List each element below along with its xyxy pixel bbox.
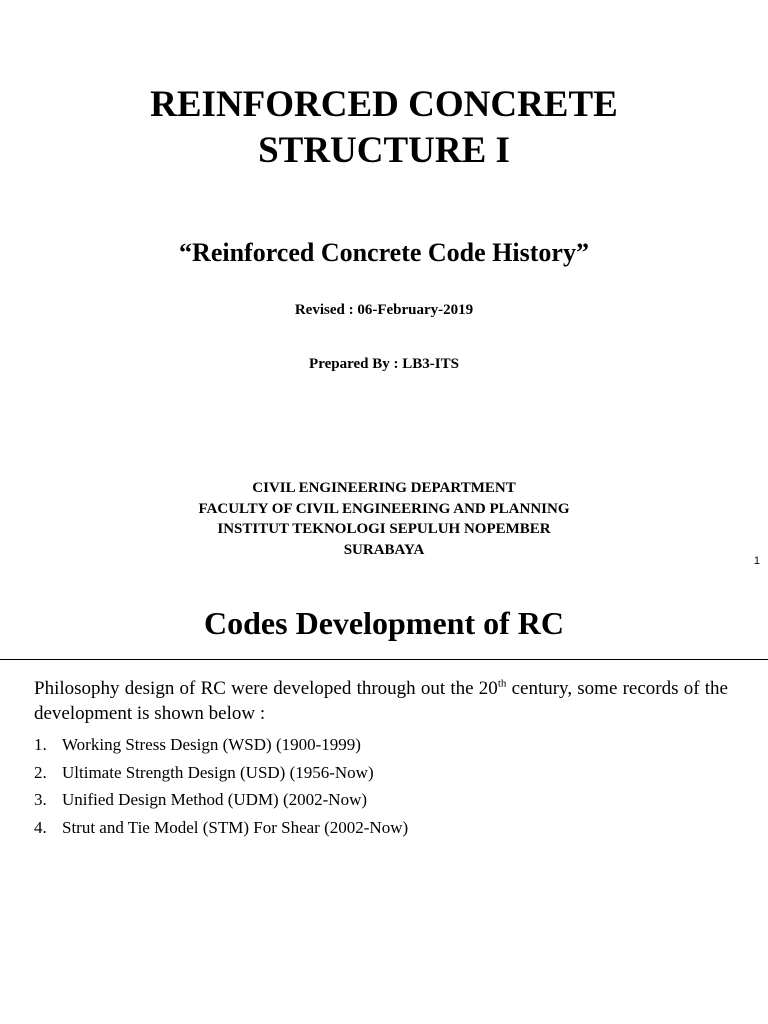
paragraph-text-end: century, some records of the development is shown below : bbox=[34, 678, 728, 724]
revised-date: Revised : 06-February-2019 bbox=[294, 302, 474, 318]
ordinal-superscript: th bbox=[497, 677, 507, 690]
list-item bbox=[34, 759, 734, 787]
subtitle: “Reinforced Concrete Code History” bbox=[179, 238, 589, 267]
intro-paragraph bbox=[34, 676, 728, 726]
title-divider bbox=[0, 659, 768, 660]
department-block bbox=[0, 478, 768, 560]
list-item-text: Unified Design Method (UDM) (2002-Now) bbox=[62, 790, 368, 810]
slide-title: Codes Development of RC bbox=[204, 605, 564, 641]
list-item-number: 2. bbox=[34, 762, 47, 782]
main-title-line-1: REINFORCED CONCRETE bbox=[150, 84, 618, 125]
list-item-text: Strut and Tie Model (STM) For Shear (2002-Now) bbox=[62, 817, 409, 837]
content-slide bbox=[0, 580, 768, 1024]
page-number: 1 bbox=[753, 555, 760, 567]
list-item bbox=[34, 814, 734, 842]
design-method-list bbox=[34, 731, 734, 841]
list-item bbox=[34, 731, 734, 759]
paragraph-text-start: Philosophy design of RC were developed through out the 20 bbox=[34, 678, 498, 699]
faculty-line: FACULTY OF CIVIL ENGINEERING AND PLANNING bbox=[198, 500, 570, 517]
list-item-text: Working Stress Design (WSD) (1900-1999) bbox=[62, 735, 361, 754]
list-item-number: 1. bbox=[34, 735, 47, 754]
institute-line: INSTITUT TEKNOLOGI SEPULUH NOPEMBER bbox=[217, 521, 551, 537]
list-item-number: 4. bbox=[34, 817, 47, 837]
list-item-number: 3. bbox=[34, 790, 47, 810]
main-title bbox=[0, 82, 768, 174]
list-item-text: Ultimate Strength Design (USD) (1956-Now) bbox=[62, 762, 374, 782]
city-line: SURABAYA bbox=[343, 541, 425, 558]
department-line: CIVIL ENGINEERING DEPARTMENT bbox=[252, 480, 516, 496]
prepared-by: Prepared By : LB3-ITS bbox=[309, 356, 459, 372]
list-item bbox=[34, 786, 734, 814]
main-title-line-2: STRUCTURE I bbox=[258, 130, 510, 171]
